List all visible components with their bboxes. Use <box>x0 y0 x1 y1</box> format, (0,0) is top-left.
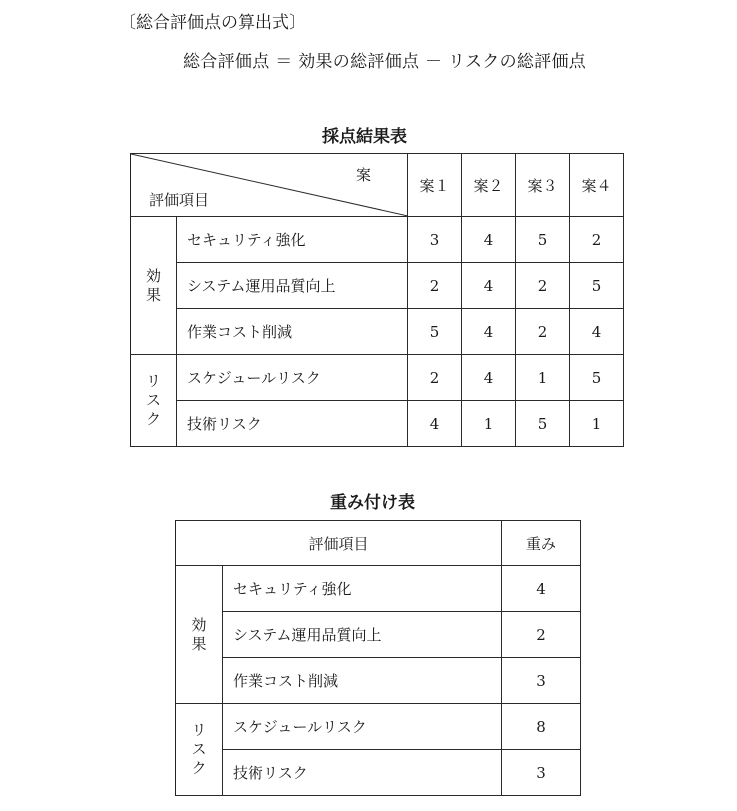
table-row <box>176 566 581 612</box>
score-cell: 2 <box>516 263 570 309</box>
row-item-label: スケジュールリスク <box>177 355 408 401</box>
table-row <box>131 263 624 309</box>
group-label-effect: 効果 <box>176 566 223 704</box>
score-cell: 4 <box>462 309 516 355</box>
corner-header-cell <box>131 154 408 217</box>
column-header-plan-4: 案４ <box>570 154 624 217</box>
column-header-plan-1: 案１ <box>408 154 462 217</box>
score-table <box>130 153 624 447</box>
corner-item-label: 評価項目 <box>149 191 210 209</box>
row-item-label: 作業コスト削減 <box>223 658 502 704</box>
score-cell: 4 <box>462 355 516 401</box>
score-cell: 2 <box>570 217 624 263</box>
row-item-label: セキュリティ強化 <box>177 217 408 263</box>
table-row <box>131 401 624 447</box>
row-item-label: 技術リスク <box>223 750 502 796</box>
score-cell: 4 <box>570 309 624 355</box>
weight-cell: 3 <box>502 750 581 796</box>
score-cell: 4 <box>462 217 516 263</box>
table-row <box>131 355 624 401</box>
score-cell: 4 <box>408 401 462 447</box>
row-item-label: システム運用品質向上 <box>177 263 408 309</box>
score-cell: 2 <box>408 355 462 401</box>
score-cell: 2 <box>408 263 462 309</box>
group-label-risk: リスク <box>131 355 177 447</box>
weight-cell: 8 <box>502 704 581 750</box>
table-row <box>176 704 581 750</box>
header-weight-cell: 重み <box>502 521 581 566</box>
score-cell: 4 <box>462 263 516 309</box>
weight-table-title: 重み付け表 <box>330 493 415 513</box>
table-row <box>176 658 581 704</box>
score-cell: 1 <box>462 401 516 447</box>
column-header-plan-2: 案２ <box>462 154 516 217</box>
score-cell: 5 <box>570 263 624 309</box>
formula-heading: 〔総合評価点の算出式〕 <box>119 13 306 33</box>
table-row <box>176 612 581 658</box>
score-cell: 1 <box>516 355 570 401</box>
weight-cell: 4 <box>502 566 581 612</box>
row-item-label: セキュリティ強化 <box>223 566 502 612</box>
row-item-label: スケジュールリスク <box>223 704 502 750</box>
score-cell: 5 <box>408 309 462 355</box>
weight-cell: 3 <box>502 658 581 704</box>
weight-table-header-row <box>176 521 581 566</box>
corner-plan-label: 案 <box>355 166 371 184</box>
row-item-label: システム運用品質向上 <box>223 612 502 658</box>
weight-cell: 2 <box>502 612 581 658</box>
group-label-effect: 効果 <box>131 217 177 355</box>
score-cell: 5 <box>516 401 570 447</box>
score-cell: 1 <box>570 401 624 447</box>
group-label-risk: リスク <box>176 704 223 796</box>
table-row <box>131 217 624 263</box>
row-item-label: 技術リスク <box>177 401 408 447</box>
score-cell: 5 <box>570 355 624 401</box>
column-header-plan-3: 案３ <box>516 154 570 217</box>
score-cell: 3 <box>408 217 462 263</box>
table-row <box>131 309 624 355</box>
score-cell: 2 <box>516 309 570 355</box>
table-row <box>176 750 581 796</box>
score-table-header-row <box>131 154 624 217</box>
score-cell: 5 <box>516 217 570 263</box>
formula-text: 総合評価点 ＝ 効果の総評価点 － リスクの総評価点 <box>183 52 587 72</box>
header-item-cell: 評価項目 <box>176 521 502 566</box>
weight-table <box>175 520 581 796</box>
score-table-title: 採点結果表 <box>322 127 407 147</box>
row-item-label: 作業コスト削減 <box>177 309 408 355</box>
